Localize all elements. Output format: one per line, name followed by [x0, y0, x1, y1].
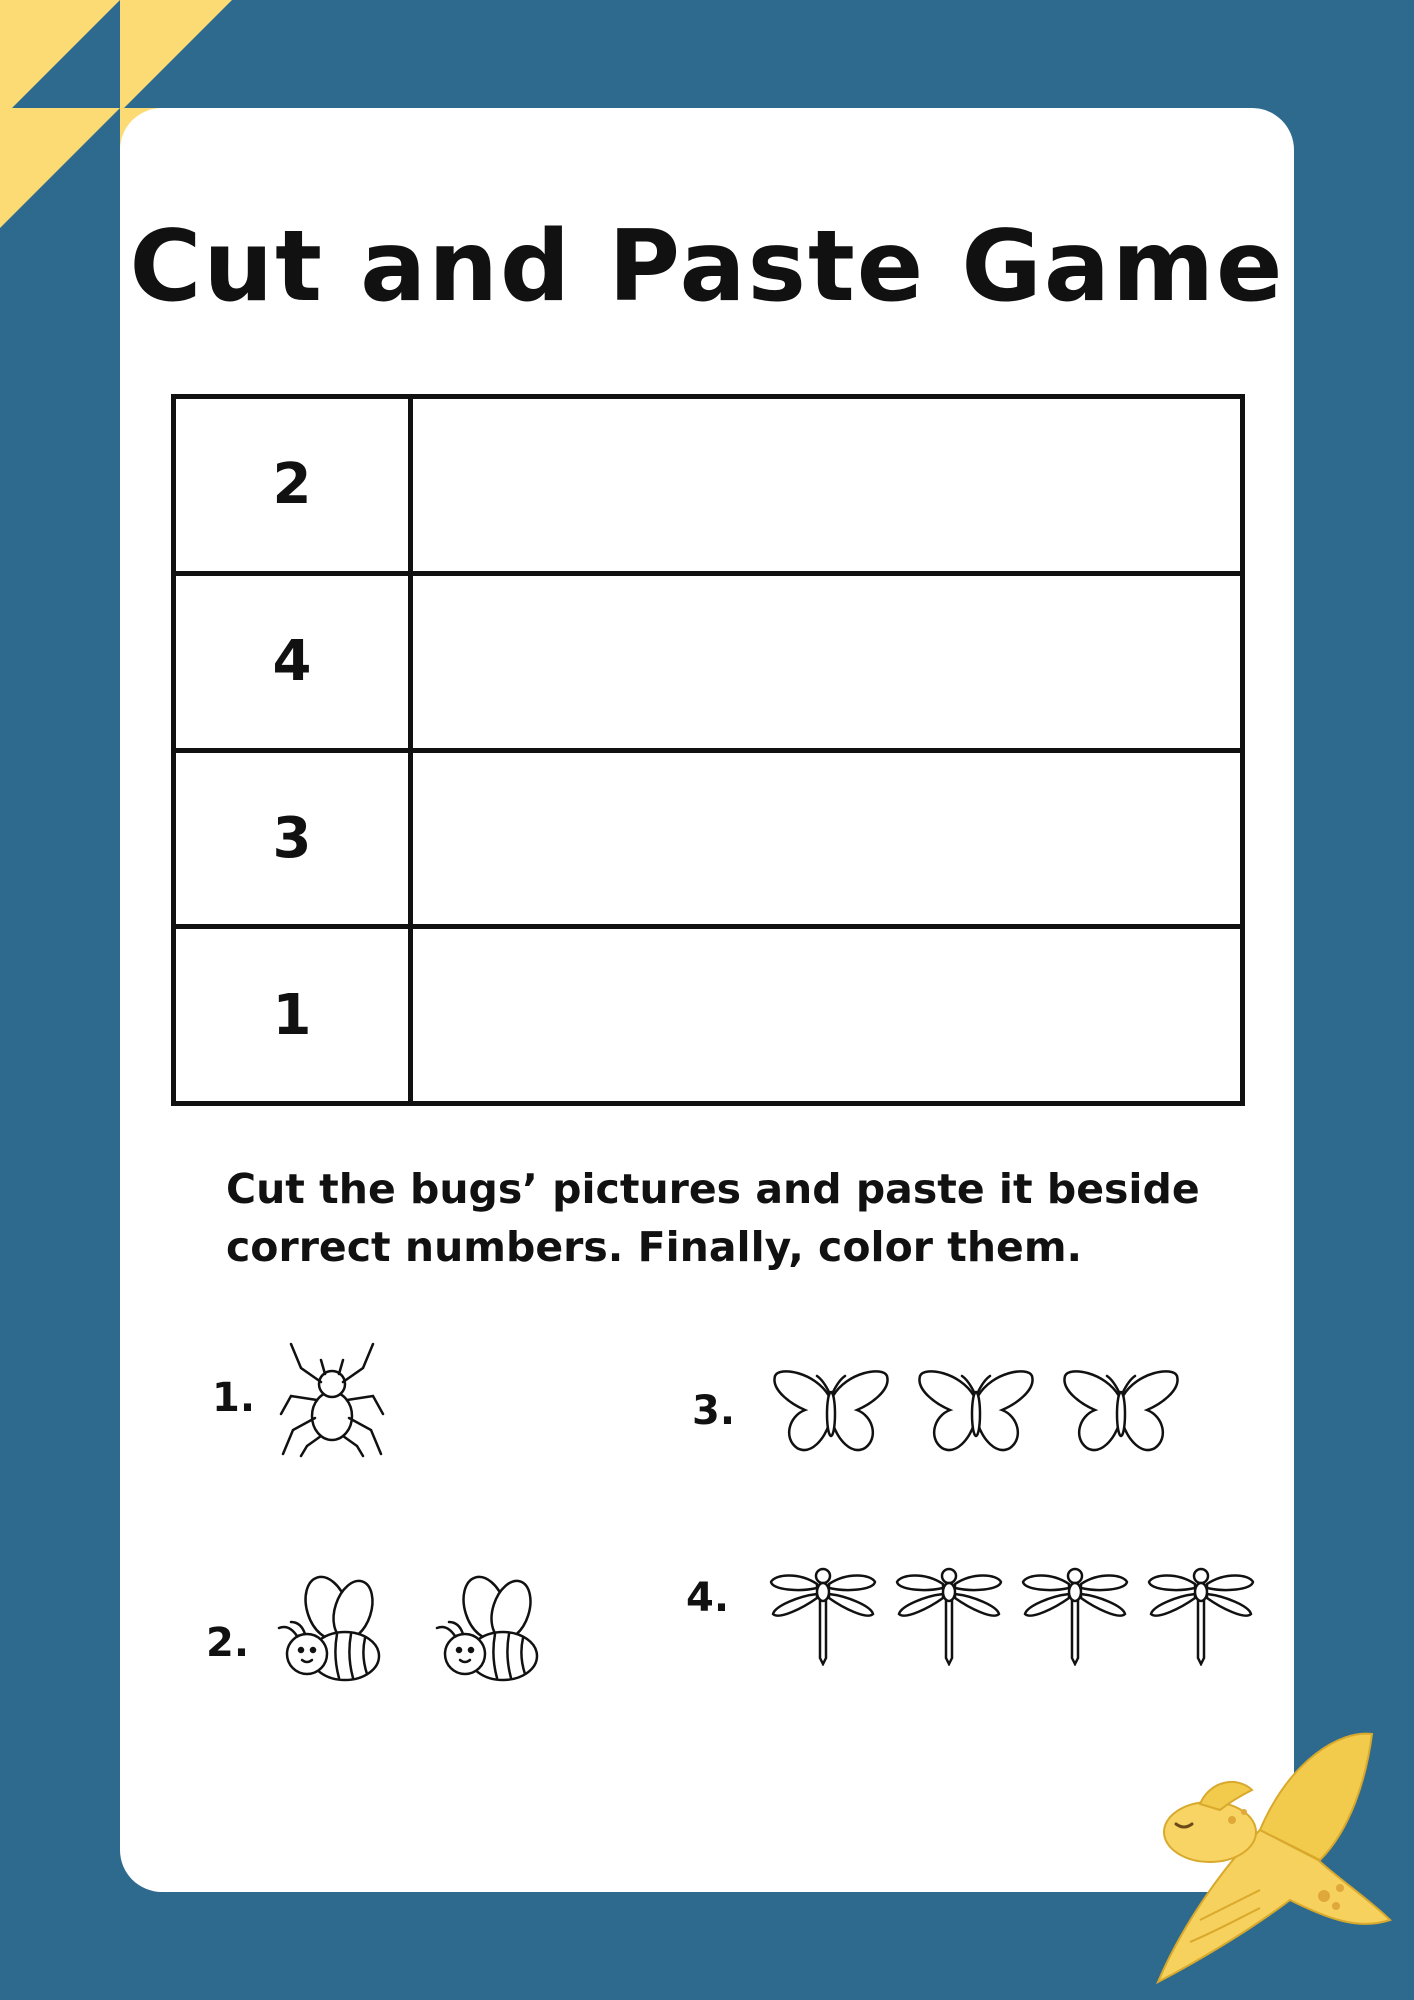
dragonfly-icon[interactable]: [895, 1566, 1003, 1666]
butterfly-icon[interactable]: [1061, 1366, 1181, 1456]
dragonfly-icon[interactable]: [1021, 1566, 1129, 1666]
worksheet-card: [120, 108, 1294, 1892]
table-row: [174, 927, 1243, 1104]
bee-icon[interactable]: [271, 1568, 391, 1688]
bug-group-label: 2.: [206, 1620, 250, 1666]
pterodactyl-icon: [1140, 1720, 1410, 1990]
paste-area[interactable]: [411, 397, 1243, 574]
answer-table: [171, 394, 1245, 1106]
table-row: [174, 573, 1243, 750]
row-number: 1: [174, 927, 411, 1104]
butterfly-icon[interactable]: [771, 1366, 891, 1456]
bug-group-3: [692, 1366, 1181, 1456]
page-title: Cut and Paste Game: [129, 210, 1285, 324]
paste-area[interactable]: [411, 927, 1243, 1104]
paste-area[interactable]: [411, 573, 1243, 750]
row-number: 4: [174, 573, 411, 750]
bug-group-1: [212, 1338, 387, 1458]
instructions-text: Cut the bugs’ pictures and paste it beside correct numbers. Finally, color them.: [226, 1165, 1200, 1271]
paste-area[interactable]: [411, 750, 1243, 927]
bug-group-label: 1.: [212, 1375, 256, 1421]
bug-group-label: 4.: [686, 1575, 730, 1621]
table-row: [174, 397, 1243, 574]
spider-icon[interactable]: [277, 1338, 387, 1458]
butterfly-icon[interactable]: [916, 1366, 1036, 1456]
table-row: [174, 750, 1243, 927]
dragonfly-icon[interactable]: [769, 1566, 877, 1666]
row-number: 2: [174, 397, 411, 574]
row-number: 3: [174, 750, 411, 927]
dragonfly-icon[interactable]: [1147, 1566, 1255, 1666]
bug-group-2: [206, 1568, 549, 1688]
bee-icon[interactable]: [429, 1568, 549, 1688]
bug-group-4: [686, 1566, 1255, 1666]
bug-group-label: 3.: [692, 1388, 736, 1434]
